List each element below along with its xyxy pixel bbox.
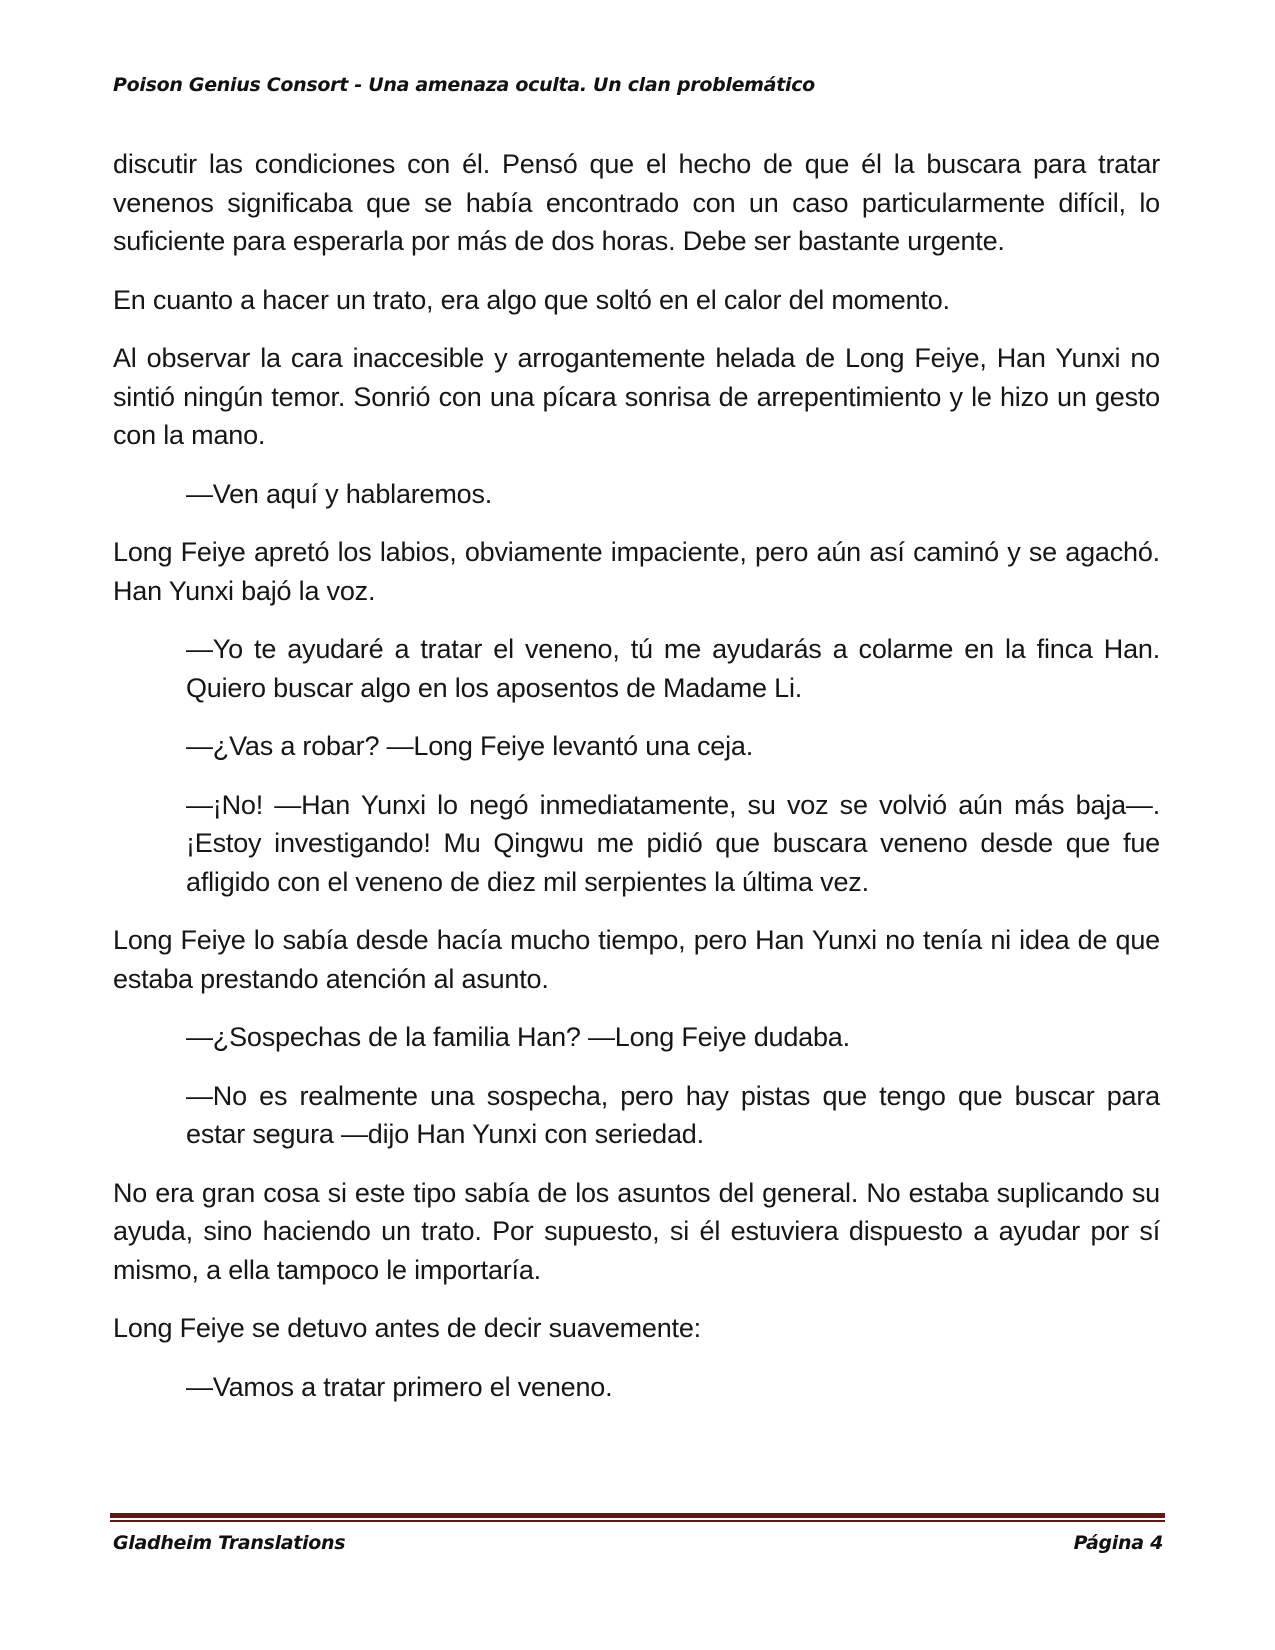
page-header-title: Poison Genius Consort - Una amenaza oculta. Un clan problemático bbox=[113, 74, 815, 96]
dialogue-paragraph: —Ven aquí y hablaremos. bbox=[186, 478, 493, 509]
dialogue-paragraph: —Vamos a tratar primero el veneno. bbox=[186, 1371, 613, 1402]
paragraph: No era gran cosa si este tipo sabía de los asuntos del general. No estaba suplicando su ayuda, sino haciendo un trato. Por supuesto, si él estuviera dispuesto a ayudar por sí mismo, a ella tampoco le importaría. bbox=[113, 1177, 1160, 1285]
paragraph: En cuanto a hacer un trato, era algo que soltó en el calor del momento. bbox=[113, 284, 950, 315]
dialogue-paragraph: —¡No! —Han Yunxi lo negó inmediatamente, su voz se volvió aún más baja—. ¡Estoy investigando! Mu Qingwu me pidió que buscara veneno desde que fue afligido con el veneno de diez mil serpientes la última vez. bbox=[186, 789, 1160, 897]
paragraph: discutir las condiciones con él. Pensó que el hecho de que él la buscara para tratar venenos significaba que se había encontrado con un caso particularmente difícil, lo suficiente para esperarla por más de dos horas. Debe ser bastante urgente. bbox=[113, 149, 1160, 256]
footer-divider bbox=[110, 1513, 1165, 1522]
dialogue-paragraph: —Yo te ayudaré a tratar el veneno, tú me ayudarás a colarme en la finca Han. Quiero buscar algo en los aposentos de Madame Li. bbox=[186, 634, 1160, 703]
footer-page-number: Página 4 bbox=[1073, 1532, 1163, 1554]
paragraph: Long Feiye se detuvo antes de decir suavemente: bbox=[113, 1313, 701, 1343]
footer-translator: Gladheim Translations bbox=[113, 1532, 346, 1554]
footer-divider-thin bbox=[110, 1520, 1165, 1522]
dialogue-paragraph: —No es realmente una sospecha, pero hay pistas que tengo que buscar para estar segura —dijo Han Yunxi con seriedad. bbox=[186, 1080, 1160, 1149]
dialogue-paragraph: —¿Sospechas de la familia Han? —Long Feiye dudaba. bbox=[186, 1022, 850, 1052]
footer-divider-thick bbox=[110, 1513, 1165, 1518]
paragraph: Long Feiye lo sabía desde hacía mucho tiempo, pero Han Yunxi no tenía ni idea de que estaba prestando atención al asunto. bbox=[113, 925, 1160, 994]
paragraph: Al observar la cara inaccesible y arrogantemente helada de Long Feiye, Han Yunxi no sintió ningún temor. Sonrió con una pícara sonrisa de arrepentimiento y le hizo un gesto con la mano. bbox=[113, 343, 1160, 450]
page-body bbox=[113, 145, 1160, 1426]
paragraph: Long Feiye apretó los labios, obviamente impaciente, pero aún así caminó y se agachó. Han Yunxi bajó la voz. bbox=[113, 537, 1160, 606]
dialogue-paragraph: —¿Vas a robar? —Long Feiye levantó una ceja. bbox=[186, 731, 754, 761]
